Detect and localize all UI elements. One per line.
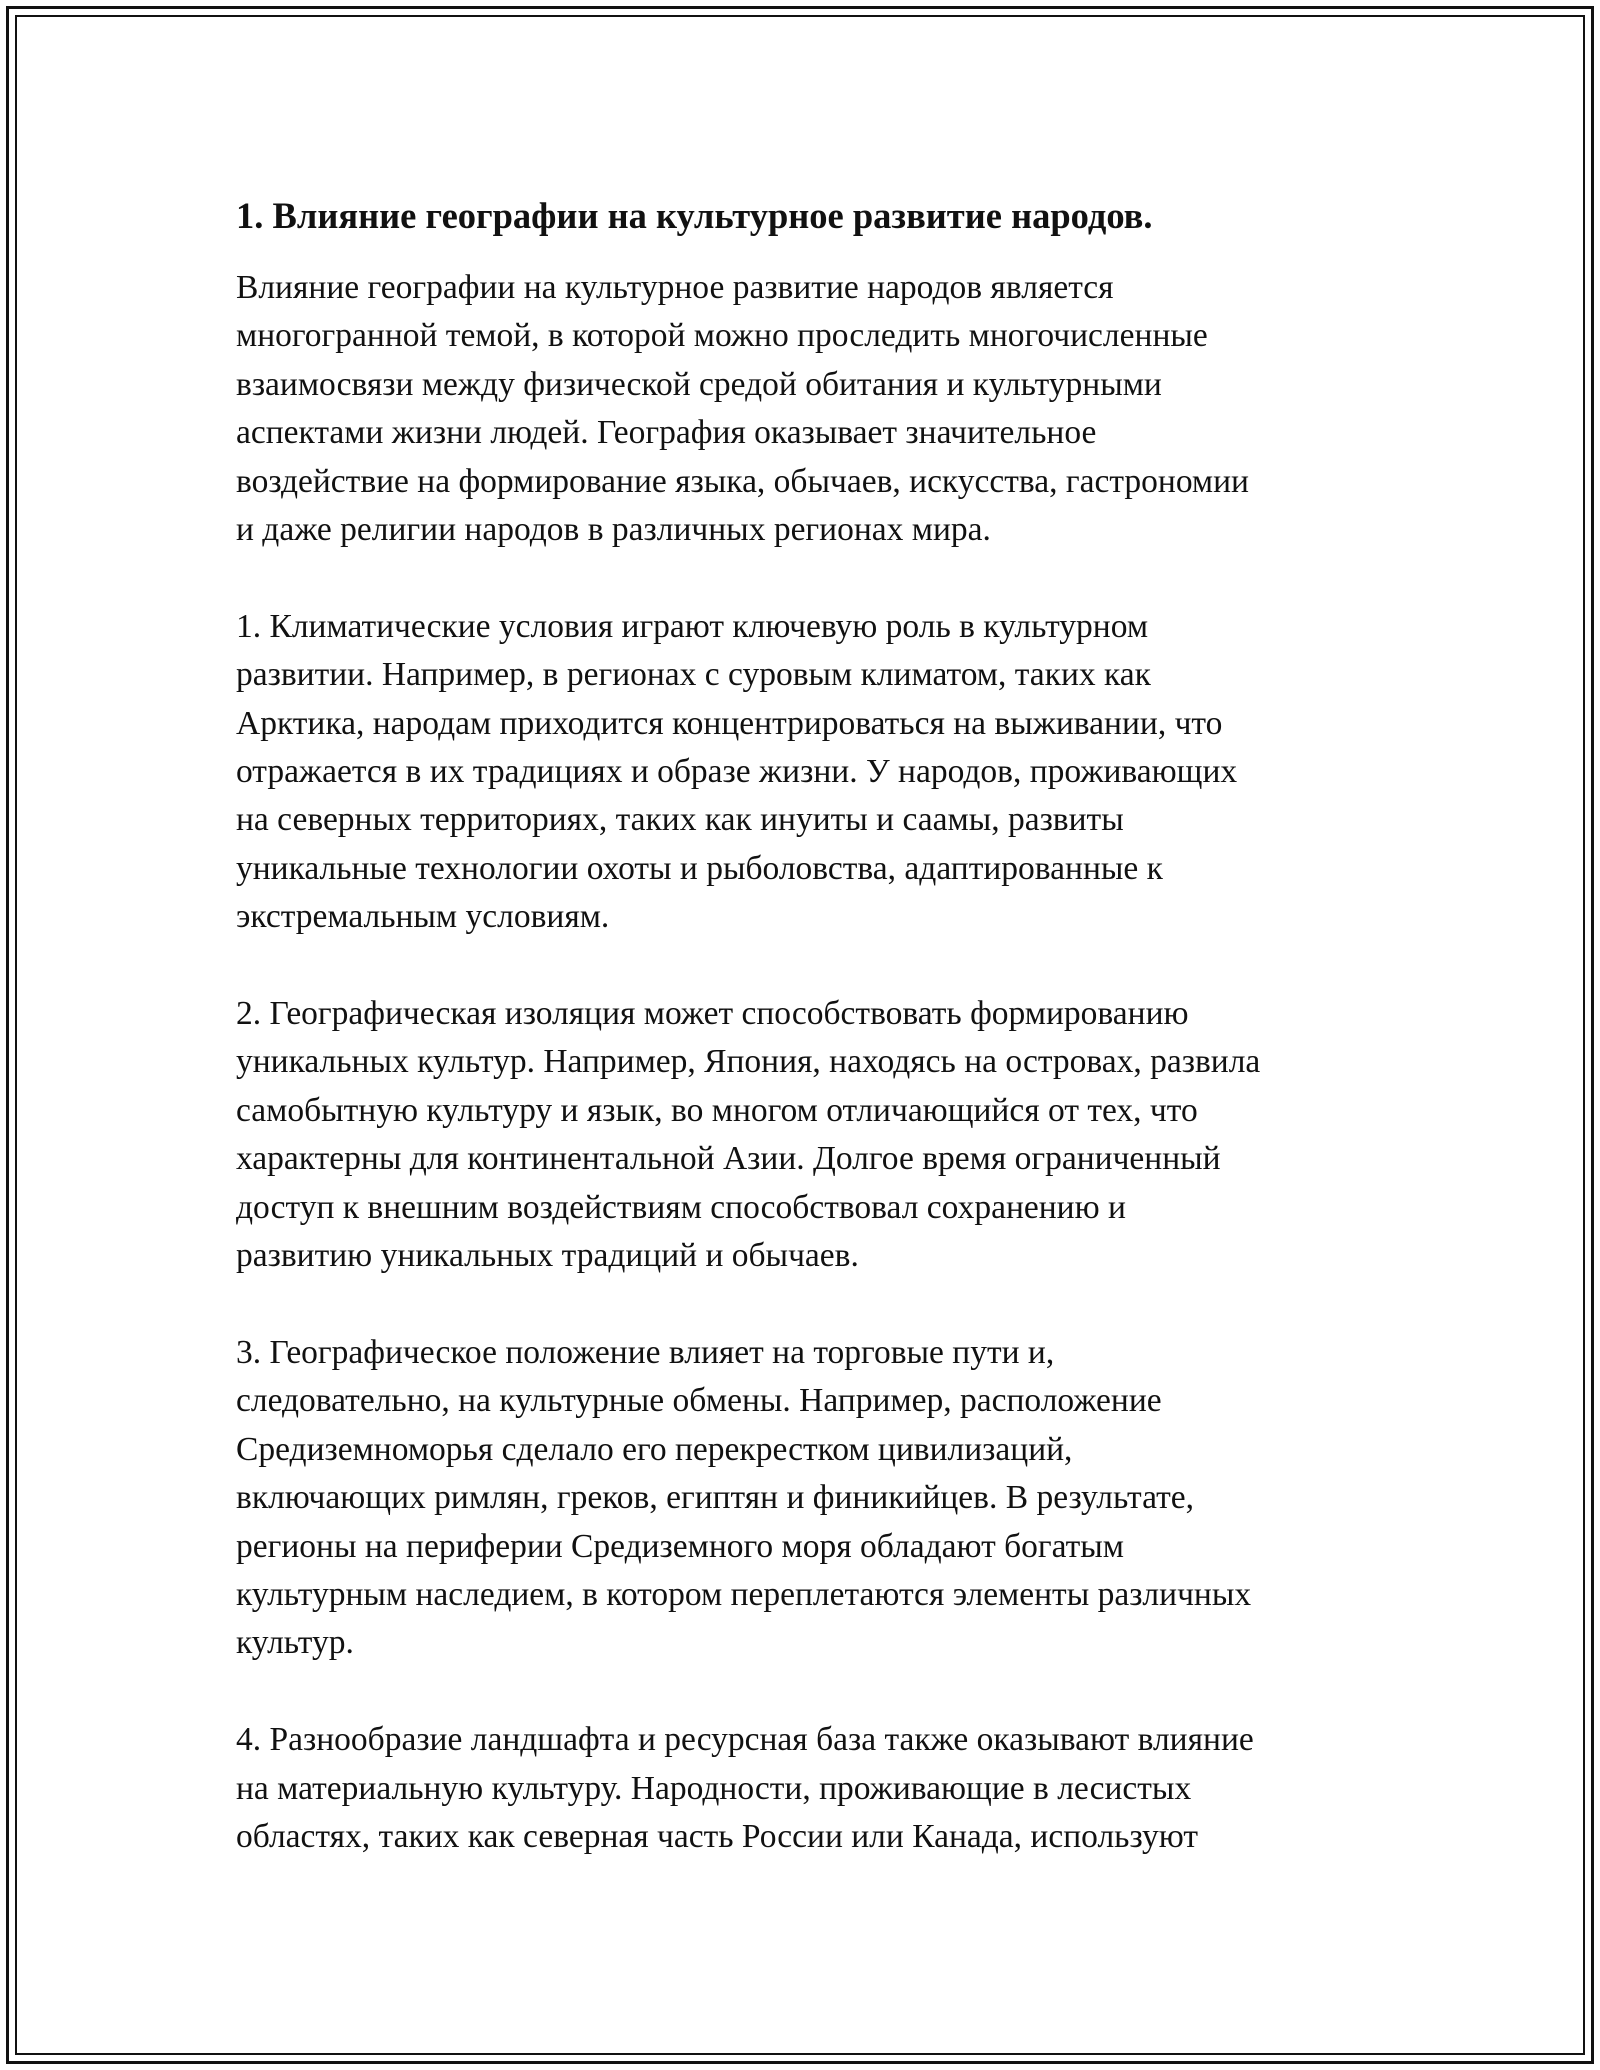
text-line: развитию уникальных традиций и обычаев.	[236, 1237, 859, 1275]
text-line: уникальных культур. Например, Япония, находясь на островах, развила	[236, 1043, 1261, 1081]
text-line: характерны для континентальной Азии. Долгое время ограниченный	[236, 1140, 1221, 1178]
paragraph-intro	[236, 264, 1386, 554]
text-line: 3. Географическое положение влияет на торговые пути и,	[236, 1333, 1055, 1371]
text-line: областях, таких как северная часть России или Канада, используют	[236, 1817, 1198, 1855]
text-line: аспектами жизни людей. География оказывает значительное	[236, 414, 1097, 452]
text-line: доступ к внешним воздействиям способствовал сохранению и	[236, 1188, 1126, 1226]
text-line: самобытную культуру и язык, во многом отличающийся от тех, что	[236, 1091, 1198, 1129]
text-line: воздействие на формирование языка, обычаев, искусства, гастрономии	[236, 462, 1249, 500]
text-line: 1. Климатические условия играют ключевую роль в культурном	[236, 607, 1149, 645]
text-line: на северных территориях, таких как инуиты и саамы, развиты	[236, 801, 1124, 839]
text-line: культурным наследием, в котором переплетаются элементы различных	[236, 1575, 1252, 1613]
paragraph-point-4	[236, 1716, 1386, 1861]
text-line: следовательно, на культурные обмены. Например, расположение	[236, 1382, 1162, 1420]
paragraph-point-2	[236, 990, 1386, 1280]
text-line: экстремальным условиям.	[236, 898, 610, 936]
text-line: отражается в их традициях и образе жизни. У народов, проживающих	[236, 753, 1238, 791]
text-line: Влияние географии на культурное развитие народов является	[236, 269, 1114, 306]
document-content	[236, 190, 1386, 1910]
text-line: многогранной темой, в которой можно проследить многочисленные	[236, 317, 1208, 355]
text-line: 2. Географическая изоляция может способствовать формированию	[236, 995, 1189, 1033]
text-line: и даже религии народов в различных регионах мира.	[236, 511, 991, 549]
paragraph-point-1	[236, 603, 1386, 942]
text-line: Арктика, народам приходится концентрироваться на выживании, что	[236, 704, 1223, 742]
document-title: 1. Влияние географии на культурное развитие народов.	[236, 195, 1153, 236]
text-line: включающих римлян, греков, египтян и финикийцев. В результате,	[236, 1479, 1194, 1517]
text-line: развитии. Например, в регионах с суровым климатом, таких как	[236, 656, 1151, 694]
text-line: на материальную культуру. Народности, проживающие в лесистых	[236, 1769, 1192, 1807]
paragraph-point-3	[236, 1329, 1386, 1668]
text-line: уникальные технологии охоты и рыболовства, адаптированные к	[236, 849, 1163, 887]
text-line: 4. Разнообразие ландшафта и ресурсная база также оказывают влияние	[236, 1721, 1254, 1759]
text-line: регионы на периферии Средиземного моря обладают богатым	[236, 1527, 1124, 1565]
text-line: Средиземноморья сделало его перекрестком цивилизаций,	[236, 1430, 1073, 1468]
text-line: культур.	[236, 1624, 354, 1662]
text-line: взаимосвязи между физической средой обитания и культурными	[236, 365, 1162, 403]
